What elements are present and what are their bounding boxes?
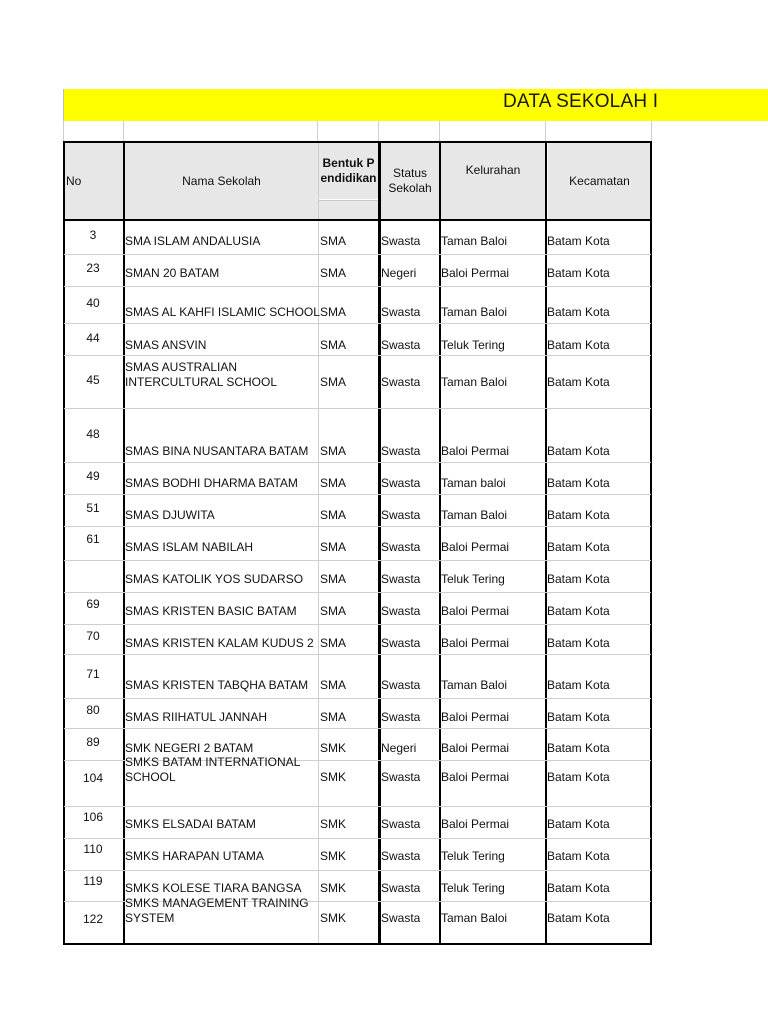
cell-nama-sekolah[interactable]: SMKS ELSADAI BATAM xyxy=(125,817,256,831)
cell-status[interactable]: Swasta xyxy=(381,572,421,586)
header-kelurahan[interactable]: Kelurahan xyxy=(441,143,545,197)
cell-nama-sekolah[interactable]: SMAN 20 BATAM xyxy=(125,266,220,280)
cell-kelurahan[interactable]: Baloi Permai xyxy=(441,266,510,280)
cell-kecamatan[interactable]: Batam Kota xyxy=(547,770,610,784)
banner-left-edge xyxy=(63,89,64,122)
cell-kecamatan[interactable]: Batam Kota xyxy=(547,476,610,490)
cell-nama-sekolah[interactable]: INTERCULTURAL SCHOOL xyxy=(125,375,278,389)
row-divider xyxy=(64,408,651,409)
cell-nama-sekolah[interactable]: SMAS KRISTEN BASIC BATAM xyxy=(125,604,297,618)
header-status-sekolah[interactable]: Status Sekolah xyxy=(381,143,439,219)
cell-kecamatan[interactable]: Batam Kota xyxy=(547,710,610,724)
cell-nama-sekolah[interactable]: SMA ISLAM ANDALUSIA xyxy=(125,234,261,248)
cell-no[interactable]: 49 xyxy=(86,469,100,483)
cell-nama-sekolah[interactable]: SCHOOL xyxy=(125,770,176,784)
cell-nama-sekolah[interactable]: SMAS BINA NUSANTARA BATAM xyxy=(125,444,309,458)
cell-bentuk[interactable]: SMA xyxy=(320,604,347,618)
spacer-cell[interactable] xyxy=(379,121,440,142)
row-divider xyxy=(64,592,651,593)
cell-kecamatan[interactable]: Batam Kota xyxy=(547,636,610,650)
cell-kecamatan[interactable]: Batam Kota xyxy=(547,849,610,863)
cell-no[interactable]: 80 xyxy=(86,703,100,717)
cell-status[interactable]: Swasta xyxy=(381,604,421,618)
cell-kecamatan[interactable]: Batam Kota xyxy=(547,508,610,522)
header-no[interactable]: No xyxy=(64,143,123,219)
cell-bentuk[interactable]: SMA xyxy=(320,266,347,280)
cell-nama-sekolah[interactable]: SMAS BODHI DHARMA BATAM xyxy=(125,476,298,490)
cell-bentuk[interactable]: SMA xyxy=(320,508,347,522)
cell-kecamatan[interactable]: Batam Kota xyxy=(547,604,610,618)
header-top-border xyxy=(63,141,652,143)
cell-kecamatan[interactable]: Batam Kota xyxy=(547,540,610,554)
cell-kelurahan[interactable]: Baloi Permai xyxy=(441,444,510,458)
header-nama-sekolah[interactable]: Nama Sekolah xyxy=(125,143,318,219)
cell-no[interactable]: 44 xyxy=(86,331,100,345)
row-divider xyxy=(64,254,651,255)
cell-kecamatan[interactable]: Batam Kota xyxy=(547,741,610,755)
cell-bentuk[interactable]: SMK xyxy=(320,770,347,784)
row-divider xyxy=(64,698,651,699)
cell-nama-sekolah[interactable]: SMKS HARAPAN UTAMA xyxy=(125,849,264,863)
cell-kelurahan[interactable]: Baloi Permai xyxy=(441,540,510,554)
sheet-title: DATA SEKOLAH I xyxy=(503,91,659,112)
cell-no[interactable]: 23 xyxy=(86,261,100,275)
cell-status[interactable]: Swasta xyxy=(381,476,421,490)
cell-bentuk[interactable]: SMA xyxy=(320,234,347,248)
cell-no[interactable]: 40 xyxy=(86,296,100,310)
row-divider xyxy=(64,806,651,807)
cell-bentuk[interactable]: SMA xyxy=(320,375,347,389)
grid-border xyxy=(318,141,319,943)
cell-bentuk[interactable]: SMK xyxy=(320,741,347,755)
cell-status[interactable]: Swasta xyxy=(381,375,421,389)
cell-nama-sekolah[interactable]: SMAS RIIHATUL JANNAH xyxy=(125,710,268,724)
cell-kecamatan[interactable]: Batam Kota xyxy=(547,234,610,248)
spacer-cell[interactable] xyxy=(63,121,124,142)
cell-kelurahan[interactable]: Baloi Permai xyxy=(441,817,510,831)
cell-no[interactable]: 69 xyxy=(86,597,100,611)
cell-bentuk[interactable]: SMA xyxy=(320,444,347,458)
header-kecamatan[interactable]: Kecamatan xyxy=(548,143,651,219)
cell-nama-sekolah[interactable]: SMAS ISLAM NABILAH xyxy=(125,540,254,554)
cell-status[interactable]: Swasta xyxy=(381,444,421,458)
cell-nama-sekolah[interactable]: SYSTEM xyxy=(125,911,175,925)
cell-status[interactable]: Swasta xyxy=(381,508,421,522)
cell-no[interactable]: 70 xyxy=(86,629,100,643)
cell-no[interactable]: 48 xyxy=(86,427,100,441)
cell-status[interactable]: Swasta xyxy=(381,849,421,863)
row-divider xyxy=(64,323,651,324)
cell-bentuk[interactable]: SMK xyxy=(320,911,347,925)
cell-status[interactable]: Swasta xyxy=(381,636,421,650)
row-divider xyxy=(64,526,651,527)
title-banner xyxy=(63,89,768,121)
cell-bentuk[interactable]: SMK xyxy=(320,849,347,863)
cell-kecamatan[interactable]: Batam Kota xyxy=(547,338,610,352)
header-bentuk-subcell[interactable] xyxy=(319,200,378,219)
cell-kelurahan[interactable]: Taman baloi xyxy=(441,476,506,490)
row-divider xyxy=(64,870,651,871)
spacer-cell[interactable] xyxy=(124,121,318,142)
cell-bentuk[interactable]: SMA xyxy=(320,710,347,724)
spacer-cell[interactable] xyxy=(318,121,379,142)
cell-kelurahan[interactable]: Baloi Permai xyxy=(441,710,510,724)
cell-kecamatan[interactable]: Batam Kota xyxy=(547,572,610,586)
cell-no[interactable]: 51 xyxy=(86,501,100,515)
row-divider xyxy=(64,624,651,625)
cell-status[interactable]: Swasta xyxy=(381,678,421,692)
cell-status[interactable]: Swasta xyxy=(381,911,421,925)
cell-kelurahan[interactable]: Teluk Tering xyxy=(441,881,505,895)
cell-no[interactable]: 45 xyxy=(86,373,100,387)
cell-bentuk[interactable]: SMA xyxy=(320,678,347,692)
row-divider xyxy=(64,728,651,729)
cell-status[interactable]: Swasta xyxy=(381,817,421,831)
cell-nama-sekolah[interactable]: SMAS KRISTEN KALAM KUDUS 2 xyxy=(125,636,314,650)
cell-bentuk[interactable]: SMA xyxy=(320,572,347,586)
cell-status[interactable]: Swasta xyxy=(381,540,421,554)
cell-nama-sekolah[interactable]: SMAS KATOLIK YOS SUDARSO xyxy=(125,572,304,586)
cell-bentuk[interactable]: SMA xyxy=(320,305,347,319)
header-bottom-border xyxy=(63,219,652,221)
cell-nama-sekolah[interactable]: SMAS DJUWITA xyxy=(125,508,215,522)
cell-kecamatan[interactable]: Batam Kota xyxy=(547,444,610,458)
cell-no[interactable]: 106 xyxy=(82,810,104,824)
cell-no[interactable]: 110 xyxy=(83,842,103,856)
cell-kelurahan[interactable]: Taman Baloi xyxy=(441,234,508,248)
cell-kelurahan[interactable]: Baloi Permai xyxy=(441,741,510,755)
cell-bentuk[interactable]: SMA xyxy=(320,636,347,650)
cell-kelurahan[interactable]: Taman Baloi xyxy=(441,305,508,319)
cell-no[interactable]: 89 xyxy=(86,735,100,749)
cell-no[interactable]: 3 xyxy=(89,228,97,242)
row-divider xyxy=(64,494,651,495)
spacer-cell[interactable] xyxy=(546,121,652,142)
cell-kelurahan[interactable]: Baloi Permai xyxy=(441,604,510,618)
header-bentuk-pendidikan[interactable]: Bentuk Pendidikan xyxy=(319,143,378,199)
cell-bentuk[interactable]: SMK xyxy=(320,881,347,895)
cell-nama-sekolah[interactable]: SMKS KOLESE TIARA BANGSA xyxy=(125,881,302,895)
row-divider xyxy=(64,654,651,655)
cell-kelurahan[interactable]: Teluk Tering xyxy=(441,849,505,863)
cell-nama-sekolah[interactable]: SMKS MANAGEMENT TRAINING xyxy=(125,896,309,910)
cell-kecamatan[interactable]: Batam Kota xyxy=(547,881,610,895)
cell-status[interactable]: Swasta xyxy=(381,710,421,724)
row-divider xyxy=(64,838,651,839)
row-divider xyxy=(64,560,651,561)
cell-nama-sekolah[interactable]: SMAS KRISTEN TABQHA BATAM xyxy=(125,678,309,692)
cell-kelurahan[interactable]: Teluk Tering xyxy=(441,338,505,352)
cell-no[interactable]: 122 xyxy=(82,912,104,926)
row-divider xyxy=(64,286,651,287)
row-divider xyxy=(64,462,651,463)
cell-status[interactable]: Swasta xyxy=(381,338,421,352)
cell-nama-sekolah[interactable]: SMK NEGERI 2 BATAM xyxy=(125,741,254,755)
cell-kelurahan[interactable]: Teluk Tering xyxy=(441,572,505,586)
cell-bentuk[interactable]: SMA xyxy=(320,338,347,352)
cell-status[interactable]: Swasta xyxy=(381,881,421,895)
cell-kecamatan[interactable]: Batam Kota xyxy=(547,266,610,280)
cell-no[interactable]: 104 xyxy=(82,771,104,785)
cell-kelurahan[interactable]: Taman Baloi xyxy=(441,911,508,925)
cell-status[interactable]: Negeri xyxy=(381,266,417,280)
cell-kelurahan[interactable]: Baloi Permai xyxy=(441,770,510,784)
cell-kecamatan[interactable]: Batam Kota xyxy=(547,678,610,692)
cell-kecamatan[interactable]: Batam Kota xyxy=(547,911,610,925)
cell-nama-sekolah[interactable]: SMKS BATAM INTERNATIONAL xyxy=(125,755,301,769)
cell-kelurahan[interactable]: Baloi Permai xyxy=(441,636,510,650)
spacer-cell[interactable] xyxy=(440,121,546,142)
cell-status[interactable]: Swasta xyxy=(381,770,421,784)
cell-no[interactable]: 71 xyxy=(86,667,100,681)
table-bottom-border xyxy=(63,943,652,945)
cell-status[interactable]: Swasta xyxy=(381,234,421,248)
cell-kelurahan[interactable]: Taman Baloi xyxy=(441,375,508,389)
cell-nama-sekolah[interactable]: SMAS ANSVIN xyxy=(125,338,207,352)
cell-bentuk[interactable]: SMA xyxy=(320,476,347,490)
cell-no[interactable]: 119 xyxy=(83,874,103,888)
cell-status[interactable]: Negeri xyxy=(381,741,417,755)
cell-status[interactable]: Swasta xyxy=(381,305,421,319)
cell-kelurahan[interactable]: Taman Baloi xyxy=(441,678,508,692)
cell-kecamatan[interactable]: Batam Kota xyxy=(547,375,610,389)
row-divider xyxy=(64,355,651,356)
cell-nama-sekolah[interactable]: SMAS AL KAHFI ISLAMIC SCHOOL xyxy=(125,305,320,319)
cell-bentuk[interactable]: SMA xyxy=(320,540,347,554)
cell-bentuk[interactable]: SMK xyxy=(320,817,347,831)
header-kelurahan-subcell[interactable] xyxy=(441,197,545,219)
cell-kelurahan[interactable]: Taman Baloi xyxy=(441,508,508,522)
cell-nama-sekolah[interactable]: SMAS AUSTRALIAN xyxy=(125,360,238,374)
cell-kecamatan[interactable]: Batam Kota xyxy=(547,305,610,319)
grid-border xyxy=(650,141,652,945)
cell-no[interactable]: 61 xyxy=(86,532,100,546)
cell-kecamatan[interactable]: Batam Kota xyxy=(547,817,610,831)
